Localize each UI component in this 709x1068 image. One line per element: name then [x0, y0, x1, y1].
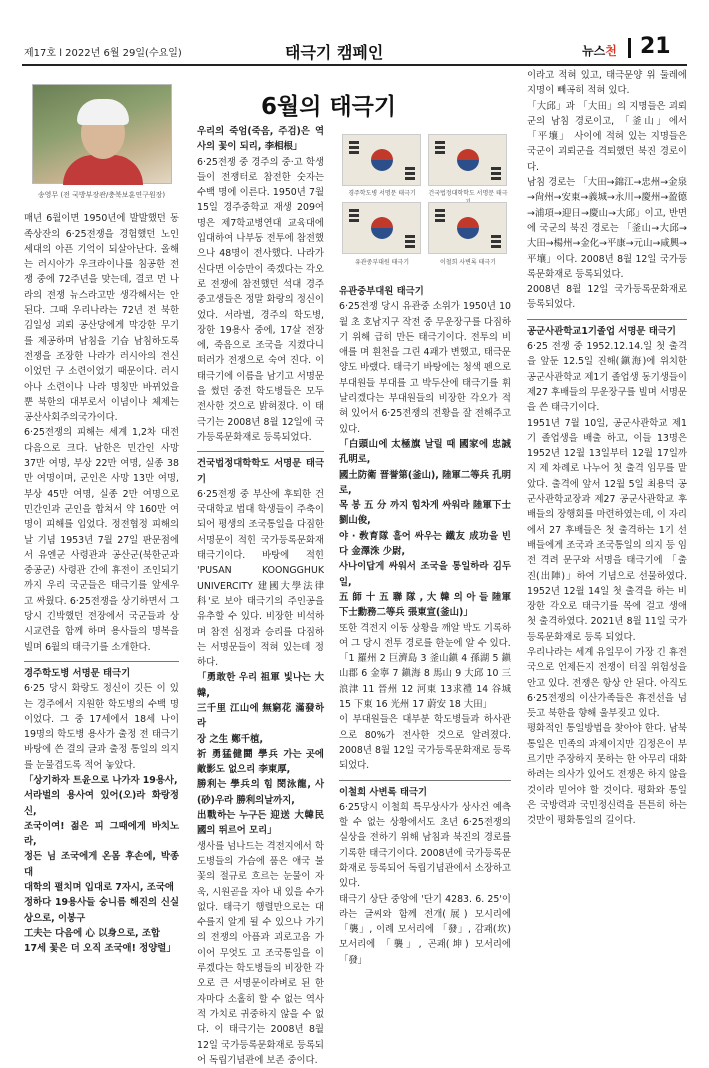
subheading: 이철희 사변록 태극기 — [339, 786, 428, 798]
quote-line: 「상기하자 트윤으로 나가자 19용사, — [24, 774, 178, 786]
paragraph: 2008년 8월 12일 국가등록문화재로 등록되었다. — [527, 284, 687, 311]
column-2 — [197, 124, 324, 1068]
quote-block — [339, 437, 511, 621]
logo-text: 뉴스 — [582, 44, 606, 58]
trigram-icon — [491, 167, 501, 170]
issue-date: 제17호 l 2022년 6월 29일(수요일) — [24, 48, 182, 59]
paragraph: 6·25전쟁 중 경주의 중·고 학생들이 전쟁터로 참전한 숫자는 수백 명에 이른다. 1950년 7월 15일 경주중학교 재생 209여 명은 제7학교병연대 교육대에 입대하여 나부동 전투에 참전했으나 48명이 전사했다. 나라가 신다면 이승만이 죽겠다는 각오로 전쟁에 참전했던 석대 경주 중고생들은 정말 화랑의 정신이었다. 서라벌, 경주의 학도병, 장한 19용사 중에, 17살 전장에, 죽음으로 조국을 지켰다니 떠러가 전쟁으로 숙여 진다. 이 태극기에 이름을 남기고 서명문을 썼던 중전 학도병들은 모두 전사한 것으로 밝혀졌다. 이 태극기는 2008년 8월 12일에 국가등록문화재로 등록되었다. — [197, 156, 324, 443]
article-title: 6월의 태극기 — [261, 94, 397, 120]
subheading: 유관중부대원 태극기 — [339, 286, 424, 297]
flag-caption: 건국법정대학학도 서명문 태극 — [428, 190, 508, 197]
photo-caption: 송영무 (전 국방부장관/충북보훈연구원장) — [37, 191, 166, 199]
section-divider — [24, 661, 179, 662]
flag-photo — [428, 134, 507, 186]
quote-line: 勝利는 學兵의 힘 閔泳龍, 사(砂)우라 勝利의날까지, — [197, 779, 324, 806]
section-divider — [197, 451, 324, 452]
paragraph: 6·25전쟁의 피해는 세계 1,2차 대전 다음으로 크다. 남한은 민간인 사망 37만 여명, 부상 22만 여명, 실종 38만 여명이며, 군인은 사망 13만 여명, 부상 45만 여명, 실종 2만 여명으로 민간인과 군인을 합쳐서 약 160만 여명이 피해를 입었다. 정전협정 피해의 날 기념 1953년 7월 27일 판문점에서 유엔군 사령관과 공산군(북한군과 중공군) 사령관 간에 휴전이 조인되기까지 우리 국군들은 태극기를 앞세우고 싸웠다. 6·25전쟁을 상기하면서 그 당시 긴박했던 전장에서 국군들과 상시교련을 함께 하며 용사들의 명복을 빌며 6월의 태극기를 소개한다. — [24, 427, 179, 653]
quote-line: 사나이답게 싸워서 조국을 통일하라 김두일, — [339, 561, 511, 588]
quote-line: 工夫는 다음에 心 以身으로, 조합 — [24, 927, 160, 939]
trigram-icon — [405, 235, 415, 238]
trigram-icon — [349, 209, 359, 212]
page-header — [0, 0, 709, 64]
quote-line: 國土防衛 晋誉第(釜山), 陸軍二等兵 孔明로, — [339, 469, 511, 496]
quote-line: 장 之生 鄭千植, — [197, 733, 264, 745]
paragraph: 매년 6월이면 1950년에 발발했던 동족상잔의 6·25전쟁을 경험했던 노인 세대의 아픈 기억이 되살아난다. 올해는 러시아가 우크라이나를 침공한 전쟁 중에 72주년을 맞는데, 결코 먼 나라의 전쟁 뉴스라고만 생각해서는 안 된다. 그때 우리나라는 72년 전 북한 김일성 괴뢰 공산당에게 막강한 무기를 제공하며 남침을 기습 남침하도록 전쟁을 조장한 나라가 러시아의 전신이었던 구 소련이었기 때문이다. 러시아나 소련이나 나라 명칭만 바뀌었을 뿐 북한의 대부로서 이념이나 체제는 공산사회주의국가이다. — [24, 213, 179, 424]
newspaper-logo — [582, 42, 617, 59]
quote-line: 「勇敢한 우리 祖軍 빛나는 大韓, — [197, 672, 324, 699]
column-3 — [339, 280, 511, 968]
paragraph: 6·25전쟁 중 부산에 후퇴한 건국대학교 법대 학생들이 주축이 되어 평생의 조국통일을 다짐한 서명문이 적힌 국가등록문화재 태극기이다. 바탕에 적힌 'PUSAN KOONGGHUK UNIVERCITY 建國大學法律科'로 보아 태극기의 주인공을 유추할 수 있다. 비장한 비석하며 참전 심정과 승리를 다짐하는 서명문들이 적혀 있는데 정하다. — [197, 488, 324, 669]
taegeuk-icon — [457, 149, 479, 171]
quote-line: 우리의 죽엄(죽음, 주검)은 역사의 꽃이 되리, 李相根」 — [197, 126, 324, 153]
quote-line: 정든 님 조국에게 온몸 후손에, 박종대 — [24, 851, 179, 878]
trigram-icon — [491, 235, 501, 238]
header-divider — [628, 38, 631, 58]
subheading: 건국법정대학학도 서명문 태극기 — [197, 458, 324, 485]
quote-line: 「白頭山에 太極旗 날릴 때 國家에 忠誠孔明로, — [339, 438, 511, 466]
quote-line: 야 · 敎育隊 흘어 싸우는 鐵友 成功을 빈다 金澤洙 少尉, — [339, 530, 511, 558]
quote-line: 조국이여! 젊은 피 그때에게 바치노라, — [24, 820, 179, 848]
column-1 — [24, 78, 179, 957]
quote-line: 목 봉 五 分 까지 힘차게 싸워라 陸軍下士 劉山俊, — [339, 500, 511, 527]
quote-line: 五 師 十 五 聯 隊 , 大 韓 의 아 들 陸軍下士勳務二等兵 張東宣(釜山)」 — [339, 591, 511, 619]
paragraph: 6·25 당시 화랑도 정신이 깃든 이 있는 경주에서 지원한 학도병의 수백 명이었다. 그 중 17세에서 18세 나이 19명의 학도병 용사가 출정 전 태극기 바탕에 쓴 결의 글과 출정 통일의 의지를 눈물겹도록 적어 놓았다. — [24, 683, 179, 771]
logo-accent: 천 — [605, 44, 617, 58]
section-divider — [527, 319, 687, 320]
taegeuk-icon — [371, 149, 393, 171]
paragraph: 「1 羅州 2 巨濟島 3 釜山鎭 4 孫湖 5 鎭山郡 6 金寧 7 鎭海 8 馬山 9 大邱 10 三浪津 11 晉州 12 河東 13求禮 14 谷城 15 下東 16 光州 17 蔚安 18 大田」 — [339, 653, 511, 711]
paragraph: 「大邱」과 「大田」의 지명들은 괴뢰군의 남침 경로이고, 「釜山」에서 「平壤」 사이에 적혀 있는 지명들은 국군이 괴뢰군을 격퇴했던 북진 경로이다. — [527, 100, 687, 173]
flag-caption: 유관중부대원 태극기 — [354, 259, 410, 266]
paragraph: 태극기 상단 중앙에 '단기 4283. 6. 25'이라는 글씨와 함께 전개(展) 모시리에 「襲」, 이례 모서리에 「發」, 감괘(坎) 모서리에 「襲」, 곤괘(坤) 모서리에 「發」 — [339, 893, 511, 966]
section-title: 태극기 캠페인 — [285, 43, 384, 62]
header-rule — [22, 64, 687, 66]
paragraph: 생사를 넘나드는 격전지에서 학도병들의 가슴에 품은 애국 불꽃의 절규로 흐르는 눈물이 자욱, 시원곧을 자아 내 있을 수가 없다. 태극기 행렬만으로는 대수를지 알게 될 수 있으나 가기의 전쟁의 아픔과 괴로고음 가이어 무엇도 고 조국통일을 이루겠다는 학도병들의 비장한 각오로 큰 서명문이라벼로 된 한자마다 소홀히 할 수 없는 역사적 가치로 귀중하지 않을 수 없다. 이 태극기는 2008년 8월 12일 국가등록문화재로 등록되어 독립기념관에 보존 중이다. — [197, 840, 324, 1066]
paragraph: 6·25당시 이철희 특무상사가 상사건 예측할 수 없는 상황에서도 초년 6·25전쟁의 실상을 전하기 위해 남침과 북진의 경로를 기록한 태극기이다. 2008년에 국가등록문화재로 등록되어 독립기념관에서 소장하고 있다. — [339, 801, 511, 890]
subheading: 공군사관학교1기졸업 서명문 태극기 — [527, 325, 676, 337]
photo-shirt — [63, 155, 143, 185]
quote-line: 정하다 19용사들 숭니름 해진의 신실상으로, 이봉구 — [24, 897, 179, 924]
page-number: 21 — [640, 34, 671, 59]
trigram-icon — [435, 209, 445, 212]
paragraph: 남침 경로는 「大田→錦江→忠州→金泉→尙州→安東→義城→永川→慶州→盈德→浦項→迎日→慶山→大邱」이고, 반면에 국군의 북진 경로는 「釜山→大邱→大田→楊州→金化→平康→元山→咸興→平壤」이다. 2008년 8월 12일 국가등록문화재로 등록되었다. — [527, 177, 687, 280]
flag-caption: 경주학도병 서명문 태극기 — [348, 190, 416, 197]
quote-line: 대학의 펼치며 입대로 7자시, 조국애 — [24, 882, 174, 894]
flag-caption: 이철희 사변록 태극기 — [440, 259, 496, 266]
quote-block — [197, 670, 324, 838]
author-photo — [32, 84, 172, 184]
trigram-icon — [435, 141, 445, 144]
taegeuk-icon — [371, 217, 393, 239]
section-divider — [339, 780, 511, 781]
trigram-icon — [349, 141, 359, 144]
photo-hair — [77, 99, 129, 125]
trigram-icon — [405, 167, 415, 170]
quote-line: 三千里 江山에 無窮花 滿發하라 — [197, 702, 324, 730]
column-4 — [527, 68, 687, 829]
paragraph: 우리나라는 세계 유일무이 가장 긴 휴전국으로 언제든지 전쟁이 터질 위험성을 안고 있다. 전쟁은 항상 안 된다. 아직도 6·25전쟁의 이산가족들은 휴전선을 넘듯고 북한을 향해 울부짖고 있다. — [527, 646, 687, 720]
flag-photo — [428, 202, 507, 254]
quote-line: 祈 勇猛健鬪 學兵 가는 곳에 敵影도 없으리 李東厚, — [197, 748, 324, 776]
flag-photo — [342, 202, 421, 254]
paragraph: 6·25전쟁 당시 유관중 소위가 1950년 10월 초 호남지구 작전 중 무운장구를 다짐하기 위해 급히 만든 태극기이다. 전투의 비애를 며 흰천을 그린 4괘가 변했고, 태극문양도 바랬다. 태극기 바탕에는 청색 펜으로 부대원들 부대를 고 박두산에 태극기를 휘날리겠다는 부대원들의 비장한 각오가 적혀 있어서 6·25전쟁의 전황을 잘 전해주고 있다. — [339, 301, 511, 435]
paragraph: 6·25 전쟁 중 1952.12.14.일 첫 출격을 앞둔 12.5일 진해(鎭海)에 위치한 공군사관학교 제1기 졸업생 동기생들이 제27 후배들의 무운장구를 빌며 서명문을 쓴 태극기이다. — [527, 341, 687, 414]
paragraph: 1951년 7월 10일, 공군사관학교 제1기 졸업생을 배출 하고, 이들 13명은 1952년 12월 13일부터 12월 17일까지 제 차례로 나누어 첫 출격 임무를 맡았다. 출격에 앞서 12월 5일 최용덕 공군사관학교장과 제27 공군사관학교 후배들의 장행회를 마련하였는데, 이 자리에서 27 후배들은 첫 출격하는 1기 선배들에게 조국과 조국통일의 의지 등 임전 격려 문구와 서명을 태극기에 「출진(出陣)」하여 기념으로 선물하였다. 1952년 12월 14일 첫 출격을 하는 비장한 각오로 태극기를 목에 걸고 생애 첫 출격하였다. 2021년 8월 11일 국가등록문화재로 등록 되었다. — [527, 417, 687, 643]
paragraph: 평화적인 통일방법을 찾아야 한다. 남북통일은 민족의 과제이지만 김정은이 부르기만 주장하지 못하는 한 아무리 대화하려는 의사가 있어도 전쟁은 하지 않을 것이라 믿어야 할 것이다. 평화와 통일은 국방력과 국민정신력을 튼튼히 하는 것만이 평화통일의 길이다. — [527, 723, 687, 827]
quote-line: 서라벌의 용사여 있어(오)라 화랑정신, — [24, 790, 179, 817]
paragraph: 이라고 적혀 있고, 태극문양 위 둘레에 지명이 빼곡히 적혀 있다. — [527, 70, 687, 97]
paragraph: 또한 격전지 이동 상황을 깨알 박도 기록하여 그 당시 전투 경로를 한눈에 알 수 있다. — [339, 622, 511, 649]
taegeuk-icon — [457, 217, 479, 239]
paragraph: 이 부대원들은 대부분 학도병들과 하사관으로 80%가 전사한 것으로 알려졌다. 2008년 8월 12일 국가등록문화재로 등록되었다. — [339, 714, 511, 772]
flag-photos — [340, 130, 510, 298]
subheading: 경주학도병 서명문 태극기 — [24, 667, 131, 679]
quote-block — [24, 773, 179, 957]
quote-line: 出戰하는 누구든 迎送 大韓民國의 뛰르어 모리」 — [197, 810, 324, 837]
quote-line: 17세 꽃은 더 오직 조국애! 정양렬」 — [24, 943, 176, 955]
flag-photo — [342, 134, 421, 186]
